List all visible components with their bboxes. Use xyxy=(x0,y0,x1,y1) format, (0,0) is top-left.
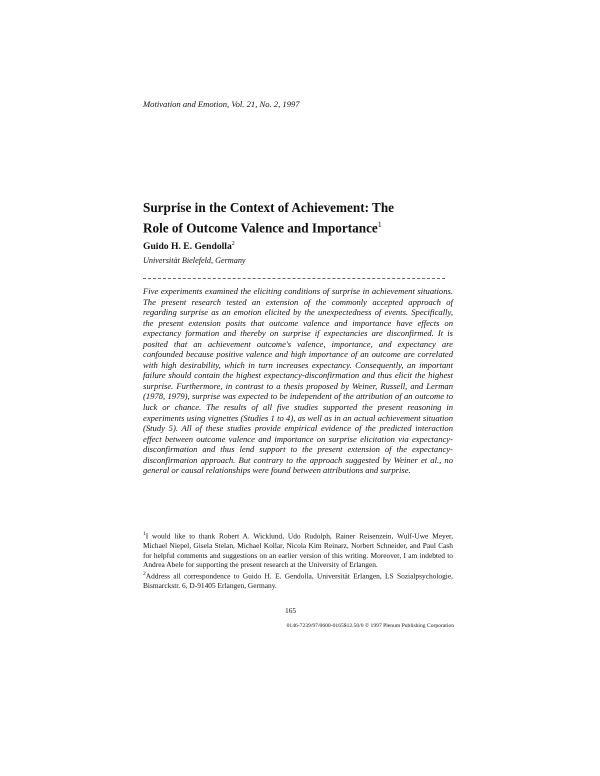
footnote-2-text: Address all correspondence to Guido H. E. Gendolla, Universität Erlangen, LS Sozialpsychologie, Bismarckstr. 6, D-91405 Erlangen, Germany. xyxy=(143,571,453,590)
title-line-2: Role of Outcome Valence and Importance xyxy=(143,219,378,235)
footnote-2-mark: 2 xyxy=(143,570,146,577)
author-affiliation: Universität Bielefeld, Germany xyxy=(143,256,246,265)
page-number: 165 xyxy=(285,606,297,615)
footnote-1-text: I would like to thank Robert A. Wicklund, Udo Rudolph, Rainer Reisenzein, Wulf-Uwe Meyer, Michael Niepel, Gisela Stelan, Michael Kollar, Nicola Kim Reinarz, Norbert Schneider, and Paul Cash for helpful comments and suggestions on an earlier version of this writing. Moreover, I am indebted to Andrea Abele for supporting the present research at the University of Erlangen. xyxy=(143,531,453,570)
copyright-line: 0146-7239/97/0600-0165$12.50/0 © 1997 Plenum Publishing Corporation xyxy=(286,623,454,629)
title-line-1: Surprise in the Context of Achievement: The xyxy=(143,200,395,215)
separator-rule xyxy=(143,278,445,279)
article-title xyxy=(143,200,473,236)
footnote-2 xyxy=(143,570,453,591)
journal-citation: Motivation and Emotion, Vol. 21, No. 2, 1997 xyxy=(143,99,300,109)
abstract: Five experiments examined the eliciting conditions of surprise in achievement situations. The present research tested an extension of the commonly accepted approach of regarding surprise as an emotion elicited by the unexpectedness of events. Specifically, the present extension posits that outcome valence and importance have effects on expectancy formation and thereby on surprise if expectancies are disconfirmed. It is posited that an achievement outcome's valence, importance, and expectancy are confounded because positive valence and high importance of an outcome are correlated with high desirability, which in turn increases expectancy. Consequently, an important failure should contain the highest expectancy-disconfirmation and thus elicit the highest surprise. Furthermore, in contrast to a thesis proposed by Weiner, Russell, and Lerman (1978, 1979), surprise was expected to be independent of the attribution of an outcome to luck or chance. The results of all five studies supported the present reasoning in experiments using vignettes (Studies 1 to 4), as well as in an actual achievement situation (Study 5). All of these studies provide empirical evidence of the predicted interaction effect between outcome valence and importance on surprise elicitation via expectancy-disconfirmation and thus lend support to the present extension of the expectancy-disconfirmation approach. But contrary to the approach suggested by Weiner et al., no general or causal relationships were found between attributions and surprise. xyxy=(143,286,453,476)
title-footnote-mark: 1 xyxy=(377,219,382,229)
author-name xyxy=(143,241,235,252)
footnote-1-mark: 1 xyxy=(143,531,146,537)
footnote-1 xyxy=(143,530,453,570)
author-footnote-mark: 2 xyxy=(231,241,235,247)
author-name-text: Guido H. E. Gendolla xyxy=(143,241,232,253)
footnotes xyxy=(143,530,453,591)
